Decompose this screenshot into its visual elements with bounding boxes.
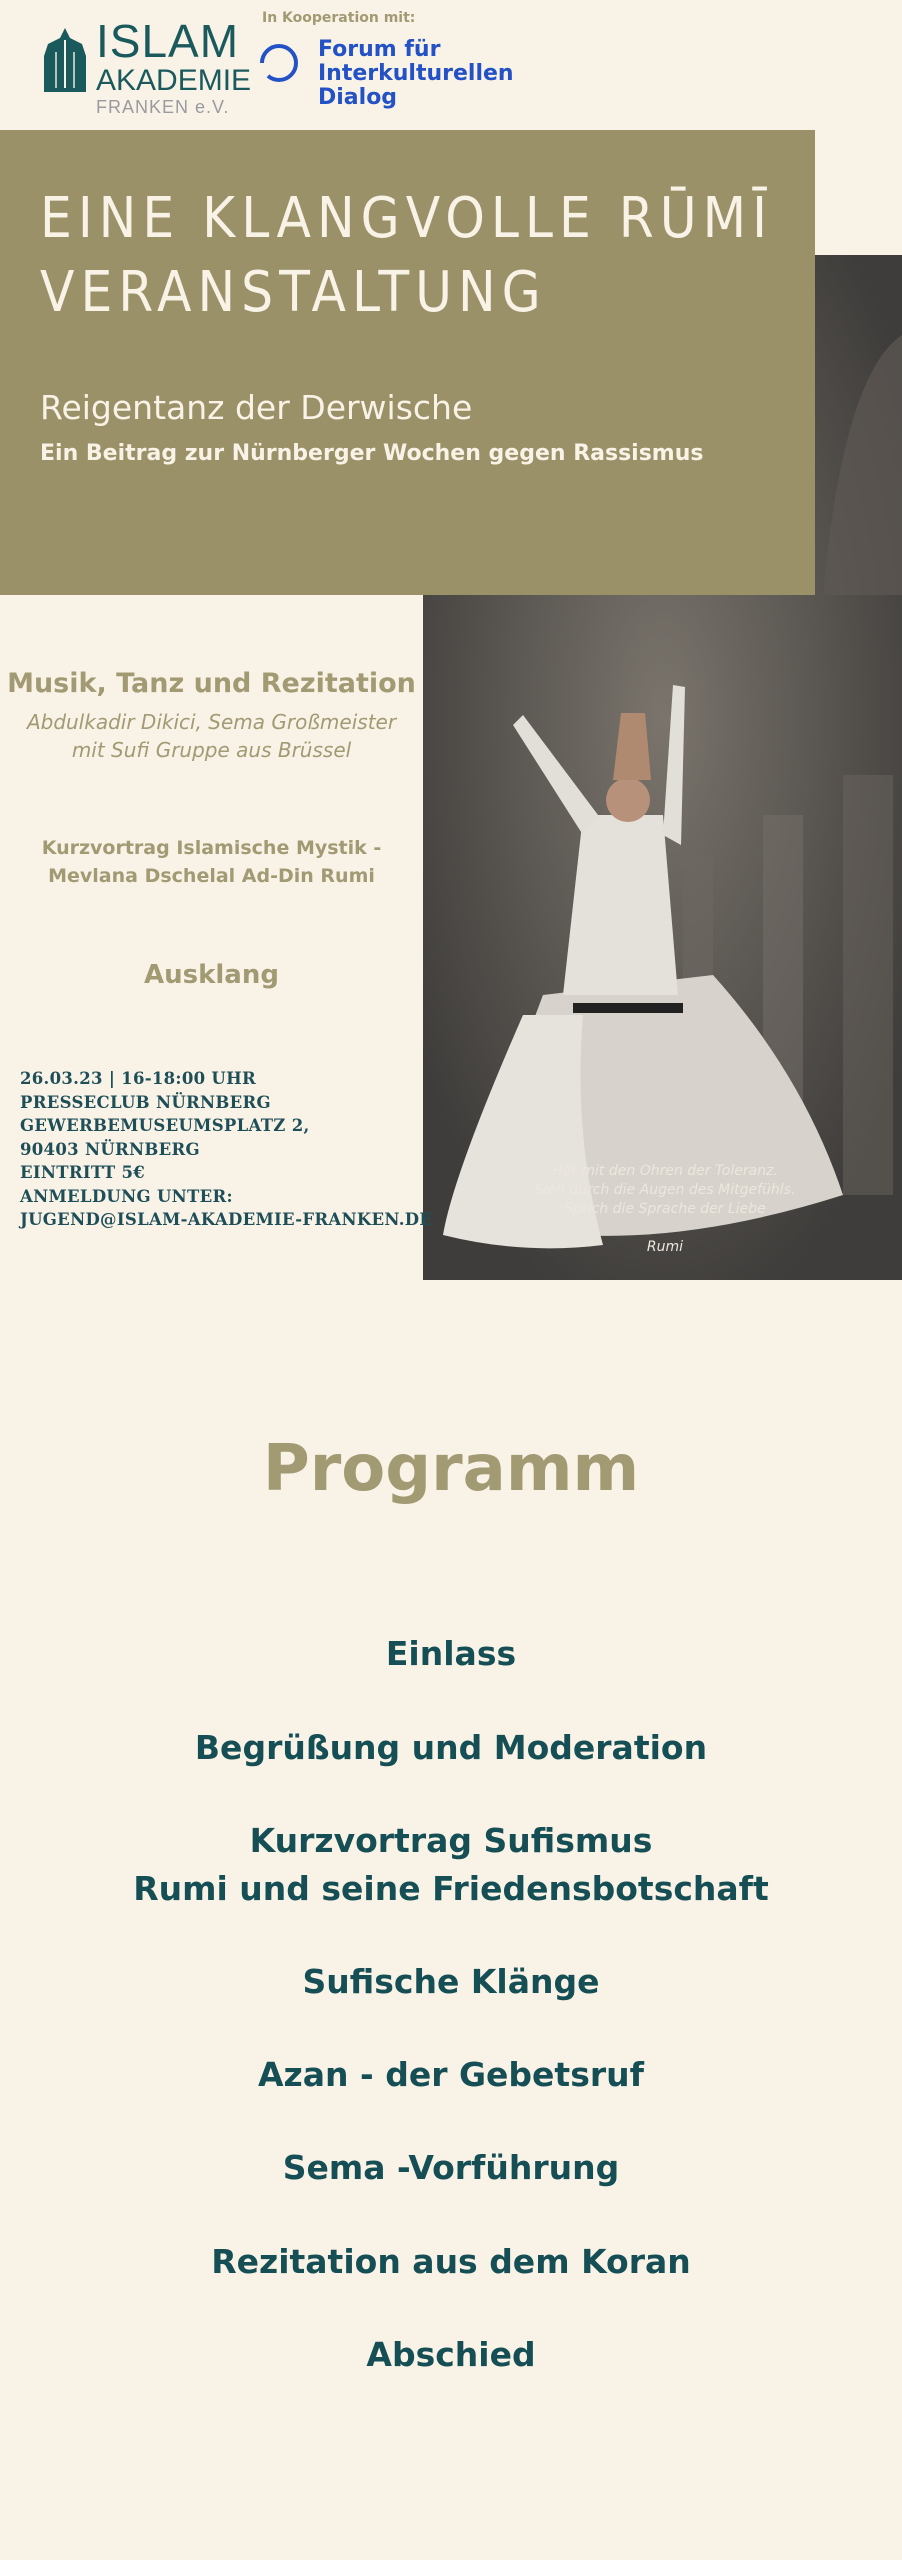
event-title-line-2: VERANSTALTUNG [40,260,547,325]
event-title [40,182,800,330]
music-subtitle [0,708,423,764]
event-info [20,1067,432,1232]
event-subtitle: Reigentanz der Derwische [40,388,473,427]
music-subtitle-line-2: mit Sufi Gruppe aus Brüssel [71,738,352,762]
event-title-line-1: EINE KLANGVOLLE RŪMĪ [40,186,773,251]
talk-title-line-2: Mevlana Dschelal Ad-Din Rumi [48,865,375,887]
program-item: Abschied [366,2335,536,2374]
rumi-quote [440,1162,890,1257]
event-entry-fee: EINTRITT 5€ [20,1163,146,1182]
logo-text-franken: FRANKEN e.V. [96,97,230,117]
registration-email: JUGEND@ISLAM-AKADEMIE-FRANKEN.DE [20,1210,433,1229]
closing-title: Ausklang [144,960,279,990]
event-date-time: 26.03.23 | 16-18:00 UHR [20,1069,257,1088]
forum-ring-icon [254,38,304,88]
program-item: Kurzvortrag Sufismus [249,1821,653,1860]
event-venue: PRESSECLUB NÜRNBERG [20,1092,271,1112]
logo-text-akademie: AKADEMIE [96,64,252,97]
program-item: Rumi und seine Friedensbotschaft [133,1869,769,1908]
quote-line-1: Hör mit den Ohren der Toleranz. [552,1163,778,1179]
talk-title-line-1: Kurzvortrag Islamische Mystik - [41,837,382,859]
partner-line-2: Interkulturellen [318,61,514,86]
logo-mark-icon [40,26,90,96]
music-title: Musik, Tanz und Rezitation [7,668,416,699]
talk-title [0,834,423,890]
program-item: Einlass [385,1634,517,1673]
program-item: Begrüßung und Moderation [194,1728,708,1767]
program-item: Sema -Vorführung [282,2148,620,2187]
quote-line-3: Sprich die Sprache der Liebe [564,1201,766,1217]
event-city: 90403 NÜRNBERG [20,1139,200,1159]
quote-line-2: Sieh durch die Augen des Mitgefühls. [534,1182,796,1198]
music-subtitle-line-1: Abdulkadir Dikici, Sema Großmeister [26,710,397,734]
program-item: Rezitation aus dem Koran [211,2242,691,2281]
quote-author: Rumi [646,1239,684,1255]
cooperation-label: In Kooperation mit: [262,10,416,26]
event-street: GEWERBEMUSEUMSPLATZ 2, [20,1116,310,1135]
logo-text-islam: ISLAM [96,15,240,67]
partner-logo-text [318,38,514,110]
partner-line-1: Forum für [318,37,441,62]
program-heading: Programm [262,1432,640,1506]
partner-line-3: Dialog [318,85,398,110]
program-item: Azan - der Gebetsruf [258,2055,644,2094]
registration-label: ANMELDUNG UNTER: [20,1186,233,1206]
program-item: Sufische Klänge [302,1962,600,2001]
event-tagline: Ein Beitrag zur Nürnberger Wochen gegen Rassismus [40,441,704,466]
